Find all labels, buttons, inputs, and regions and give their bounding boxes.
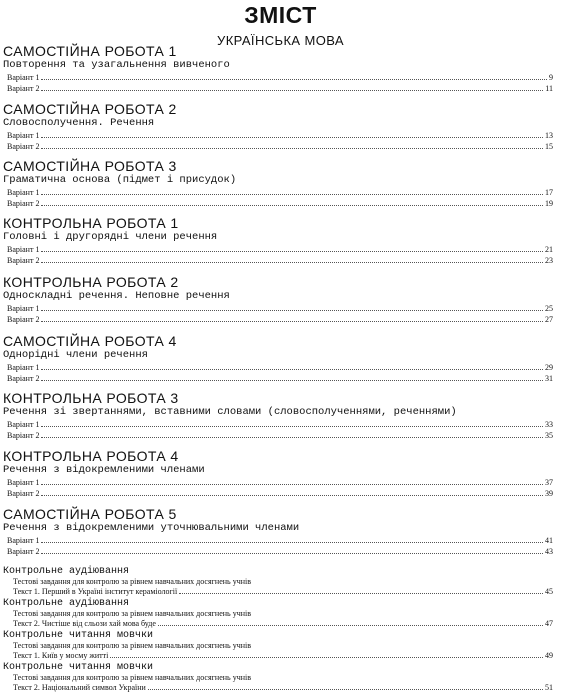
dot-leader [179, 593, 543, 594]
entry-page: 47 [545, 619, 553, 628]
page-title: ЗМІСТ [244, 2, 317, 28]
extra-description: Тестові завдання для контролю за рівнем навчальних досягнень учнів [13, 673, 251, 682]
entry-page: 13 [545, 131, 553, 140]
entry-label: Текст 1. Київ у мосму житті [13, 651, 109, 660]
toc-extra [3, 662, 553, 693]
toc-entry[interactable] [3, 303, 553, 314]
section-topic: Граматична основа (підмет і присудок) [3, 174, 237, 186]
dot-leader [41, 79, 547, 80]
entry-label: Варіант 1 [7, 536, 40, 545]
dot-leader [41, 426, 543, 427]
toc-entry[interactable] [3, 683, 553, 693]
section-topic: Речення зі звертаннями, вставними словами (словосполученнями, реченнями) [3, 406, 457, 418]
entry-label: Варіант 1 [7, 245, 40, 254]
toc-entry[interactable] [3, 255, 553, 266]
entry-label: Варіант 1 [7, 188, 40, 197]
entry-label: Текст 1. Перший в Україні інститут кераміології [13, 587, 178, 596]
section-topic: Речення з відокремленими уточнювальними членами [3, 522, 300, 534]
section-topic: Однорідні члени речення [3, 349, 148, 361]
dot-leader [41, 90, 543, 91]
entry-label: Варіант 2 [7, 431, 40, 440]
toc-entry[interactable] [3, 587, 553, 597]
toc-entry[interactable] [3, 651, 553, 661]
entry-page: 17 [545, 188, 553, 197]
toc-entry[interactable] [3, 419, 553, 430]
entry-page: 25 [545, 304, 553, 313]
toc-entry[interactable] [3, 477, 553, 488]
dot-leader [41, 205, 543, 206]
entry-label: Варіант 2 [7, 256, 40, 265]
entry-page: 19 [545, 199, 553, 208]
dot-leader [41, 495, 543, 496]
section-heading: САМОСТІЙНА РОБОТА 1 [3, 43, 177, 59]
dot-leader [110, 657, 543, 658]
entry-label: Варіант 2 [7, 199, 40, 208]
entry-label: Текст 2. Чистіше від сльози хай мова буде [13, 619, 156, 628]
dot-leader [41, 251, 543, 252]
dot-leader [41, 321, 543, 322]
entry-page: 23 [545, 256, 553, 265]
toc-section [3, 43, 553, 94]
extra-heading: Контрольне читання мовчки [3, 662, 154, 673]
entry-label: Текст 2. Національний символ України [13, 683, 146, 692]
dot-leader [41, 369, 543, 370]
toc-entry[interactable] [3, 198, 553, 209]
toc-entry[interactable] [3, 130, 553, 141]
toc-entry[interactable] [3, 373, 553, 384]
section-topic: Речення з відокремленими членами [3, 464, 205, 476]
entry-page: 29 [545, 363, 553, 372]
toc-entry[interactable] [3, 141, 553, 152]
entry-label: Варіант 2 [7, 142, 40, 151]
entry-page: 41 [545, 536, 553, 545]
toc-extra [3, 566, 553, 597]
toc-entry[interactable] [3, 314, 553, 325]
dot-leader [41, 148, 543, 149]
entry-page: 39 [545, 489, 553, 498]
toc-entry[interactable] [3, 488, 553, 499]
extra-heading: Контрольне читання мовчки [3, 630, 154, 641]
entry-page: 45 [545, 587, 553, 596]
dot-leader [41, 484, 543, 485]
entry-label: Варіант 2 [7, 489, 40, 498]
entry-page: 15 [545, 142, 553, 151]
entry-page: 9 [549, 73, 553, 82]
section-topic: Повторення та узагальнення вивченого [3, 59, 230, 71]
entry-label: Варіант 2 [7, 547, 40, 556]
entry-page: 51 [545, 683, 553, 692]
entry-page: 21 [545, 245, 553, 254]
section-heading: КОНТРОЛЬНА РОБОТА 1 [3, 215, 179, 231]
toc-entry[interactable] [3, 72, 553, 83]
toc-entry[interactable] [3, 546, 553, 557]
toc-entry[interactable] [3, 187, 553, 198]
entry-label: Варіант 1 [7, 478, 40, 487]
toc-section [3, 448, 553, 499]
entry-page: 43 [545, 547, 553, 556]
toc-extra [3, 598, 553, 629]
toc-section [3, 333, 553, 384]
dot-leader [41, 380, 543, 381]
toc-section [3, 390, 553, 441]
toc-section [3, 158, 553, 209]
section-heading: САМОСТІЙНА РОБОТА 3 [3, 158, 177, 174]
toc-entry[interactable] [3, 619, 553, 629]
toc-entry[interactable] [3, 430, 553, 441]
entry-page: 27 [545, 315, 553, 324]
extra-description: Тестові завдання для контролю за рівнем навчальних досягнень учнів [13, 577, 251, 586]
toc-section [3, 274, 553, 325]
section-topic: Словосполучення. Речення [3, 117, 155, 129]
section-heading: САМОСТІЙНА РОБОТА 5 [3, 506, 177, 522]
dot-leader [41, 542, 543, 543]
entry-page: 35 [545, 431, 553, 440]
entry-page: 11 [545, 84, 553, 93]
entry-label: Варіант 1 [7, 131, 40, 140]
toc-section [3, 215, 553, 266]
section-heading: САМОСТІЙНА РОБОТА 2 [3, 101, 177, 117]
extra-description: Тестові завдання для контролю за рівнем навчальних досягнень учнів [13, 609, 251, 618]
entry-page: 31 [545, 374, 553, 383]
entry-label: Варіант 2 [7, 84, 40, 93]
entry-label: Варіант 1 [7, 363, 40, 372]
toc-extra [3, 630, 553, 661]
toc-section [3, 101, 553, 152]
entry-page: 33 [545, 420, 553, 429]
toc-section [3, 506, 553, 557]
entry-label: Варіант 1 [7, 304, 40, 313]
entry-label: Варіант 1 [7, 420, 40, 429]
dot-leader [158, 625, 543, 626]
toc-entry[interactable] [3, 244, 553, 255]
dot-leader [41, 553, 543, 554]
entry-label: Варіант 2 [7, 374, 40, 383]
section-heading: КОНТРОЛЬНА РОБОТА 4 [3, 448, 179, 464]
entry-label: Варіант 1 [7, 73, 40, 82]
toc-entry[interactable] [3, 362, 553, 373]
entry-label: Варіант 2 [7, 315, 40, 324]
dot-leader [41, 137, 543, 138]
extra-heading: Контрольне аудіювання [3, 598, 130, 609]
dot-leader [148, 689, 543, 690]
dot-leader [41, 194, 543, 195]
extra-heading: Контрольне аудіювання [3, 566, 130, 577]
section-topic: Головні і другорядні члени речення [3, 231, 218, 243]
section-heading: КОНТРОЛЬНА РОБОТА 3 [3, 390, 179, 406]
extra-description: Тестові завдання для контролю за рівнем навчальних досягнень учнів [13, 641, 251, 650]
dot-leader [41, 262, 543, 263]
toc-entry[interactable] [3, 83, 553, 94]
section-topic: Односкладні речення. Неповне речення [3, 290, 230, 302]
toc-entry[interactable] [3, 535, 553, 546]
entry-page: 49 [545, 651, 553, 660]
page-subtitle: УКРАЇНСЬКА МОВА [217, 33, 344, 48]
entry-page: 37 [545, 478, 553, 487]
section-heading: КОНТРОЛЬНА РОБОТА 2 [3, 274, 179, 290]
dot-leader [41, 310, 543, 311]
dot-leader [41, 437, 543, 438]
section-heading: САМОСТІЙНА РОБОТА 4 [3, 333, 177, 349]
